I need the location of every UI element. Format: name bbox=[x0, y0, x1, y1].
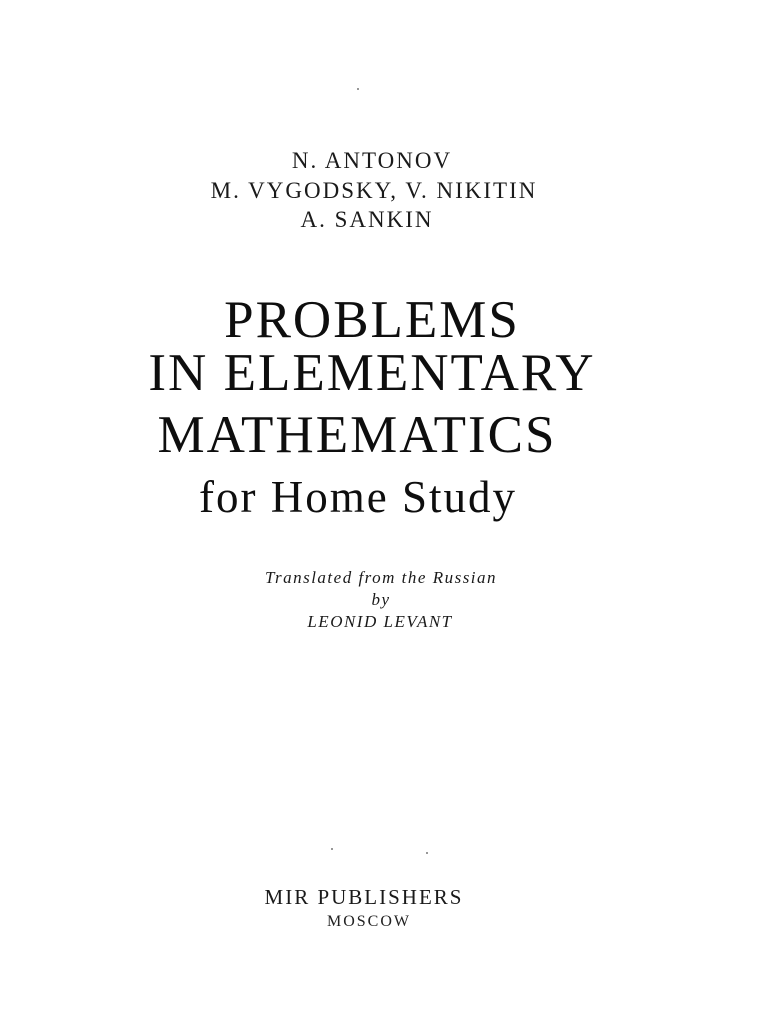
translator-name: LEONID LEVANT bbox=[307, 612, 453, 631]
scan-speck bbox=[331, 848, 333, 850]
author-line-3: A. SANKIN bbox=[300, 207, 434, 232]
publisher-name: MIR PUBLISHERS bbox=[264, 885, 464, 909]
author-line-2: M. VYGODSKY, V. NIKITIN bbox=[210, 178, 538, 203]
scan-speck bbox=[357, 88, 359, 90]
author-line-1: N. ANTONOV bbox=[291, 148, 453, 173]
title-line-2: IN ELEMENTARY bbox=[148, 344, 596, 402]
translation-credit-line-2: by bbox=[371, 590, 391, 609]
title-line-4: for Home Study bbox=[199, 472, 517, 522]
title-line-1: PROBLEMS bbox=[224, 291, 520, 349]
publisher-city: MOSCOW bbox=[326, 913, 412, 930]
scan-speck bbox=[426, 852, 428, 854]
title-line-3: MATHEMATICS bbox=[157, 406, 557, 464]
translation-credit-line-1: Translated from the Russian bbox=[264, 568, 498, 587]
